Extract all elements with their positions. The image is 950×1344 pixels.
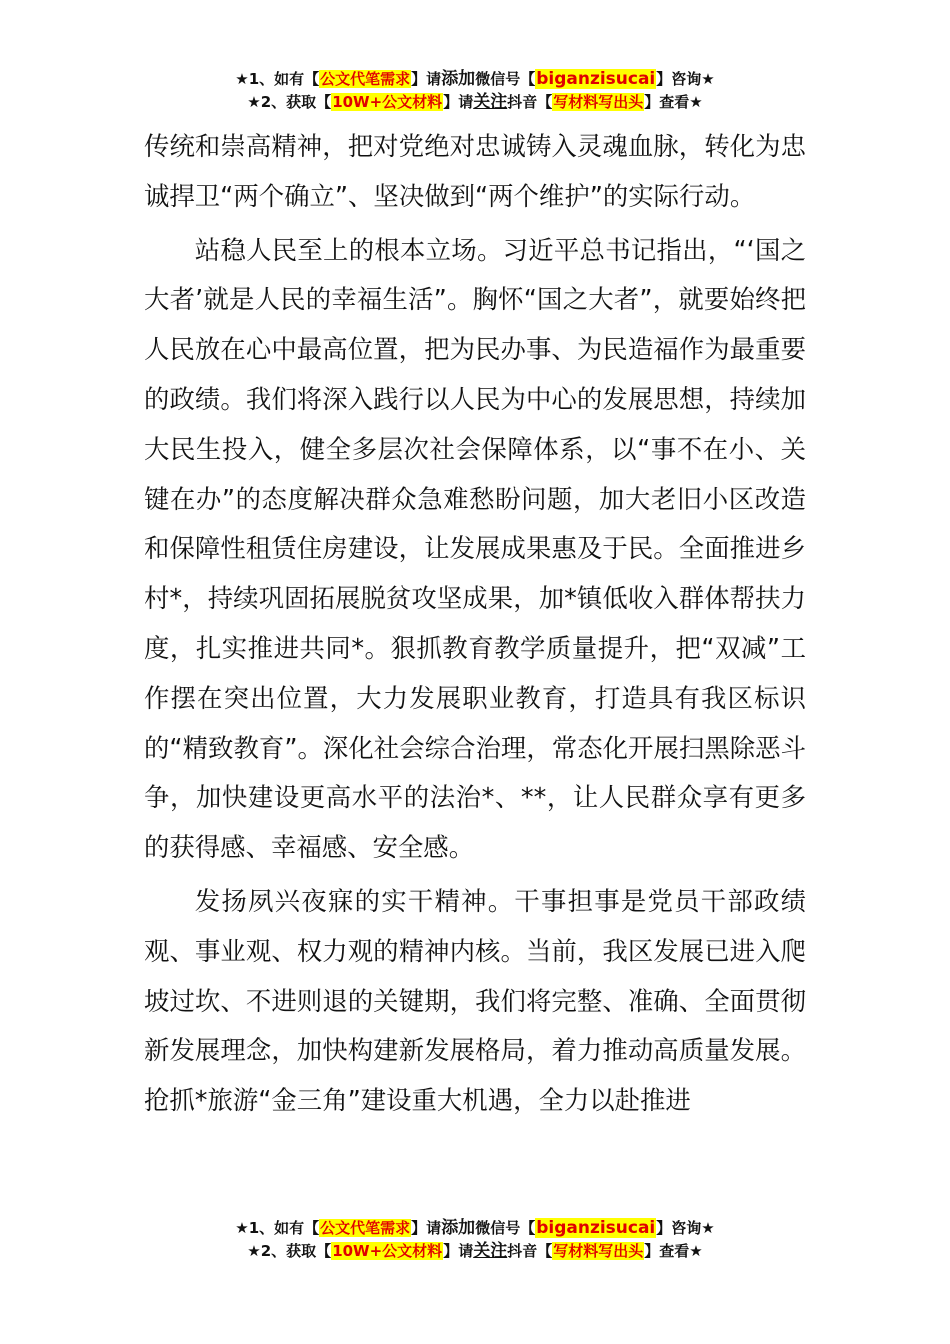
- banner-emphasis: 添加: [441, 1218, 476, 1238]
- banner-text: 】请: [443, 1242, 474, 1260]
- footer-banner: [0, 1217, 950, 1263]
- banner-line-2: [0, 91, 950, 114]
- paragraph-people-first: 站稳人民至上的根本立场。习近平总书记指出，“‘国之大者’就是人民的幸福生活”。胸怀“国之大者”，就要始终把人民放在心中最高位置，把为民办事、为民造福作为最重要的政绩。我们将深入践行以人民为中心的发展思想，持续加大民生投入，健全多层次社会保障体系，以“事不在小、关键在办”的态度解决群众急难愁盼问题，加大老旧小区改造和保障性租赁住房建设，让发展成果惠及于民。全面推进乡村*，持续巩固拓展脱贫攻坚成果，加*镇低收入群体帮扶力度，扎实推进共同*。狠抓教育教学质量提升，把“双减”工作摆在突出位置，大力发展职业教育，打造具有我区标识的“精致教育”。深化社会综合治理，常态化开展扫黑除恶斗争，加快建设更高水平的法治*、**，让人民群众享有更多的获得感、幸福感、安全感。: [144, 234, 806, 863]
- banner-text: 】请: [411, 1219, 442, 1237]
- banner-line-1: [0, 68, 950, 91]
- paragraph-continuation: 传统和崇高精神，把对党绝对忠诚铸入灵魂血脉，转化为忠诚捍卫“两个确立”、坚决做到“两个维护”的实际行动。: [144, 131, 806, 211]
- banner-text: 】请: [443, 93, 474, 111]
- banner-line-1: [0, 1217, 950, 1240]
- wechat-id-highlight: biganzisucai: [536, 69, 656, 89]
- banner-highlight: 公文代笔需求: [320, 70, 411, 88]
- banner-text: ★2、获取【: [247, 93, 332, 111]
- banner-text: 】咨询★: [656, 1219, 715, 1237]
- banner-text: 微信号【: [475, 70, 536, 88]
- banner-text: 微信号【: [475, 1219, 536, 1237]
- douyin-highlight: 写材料写出头: [553, 93, 644, 111]
- banner-emphasis: 添加: [441, 69, 476, 89]
- banner-text: 抖音【: [507, 93, 553, 111]
- banner-emphasis: 关注: [473, 1241, 508, 1261]
- banner-text: 】查看★: [644, 93, 703, 111]
- document-body: [144, 122, 806, 1130]
- banner-text: ★1、如有【: [235, 70, 320, 88]
- banner-text: 】查看★: [644, 1242, 703, 1260]
- wechat-id-highlight: biganzisucai: [536, 1218, 656, 1238]
- header-banner: [0, 68, 950, 114]
- banner-highlight: 公文代笔需求: [320, 1219, 411, 1237]
- banner-text: 】请: [411, 70, 442, 88]
- banner-text: ★2、获取【: [247, 1242, 332, 1260]
- banner-emphasis: 关注: [473, 92, 508, 112]
- paragraph-hard-work: 发扬夙兴夜寐的实干精神。干事担事是党员干部政绩观、事业观、权力观的精神内核。当前，我区发展已进入爬坡过坎、不进则退的关键期，我们将完整、准确、全面贯彻新发展理念，加快构建新发展格局，着力推动高质量发展。抢抓*旅游“金三角”建设重大机遇，全力以赴推进: [144, 885, 806, 1116]
- banner-text: 抖音【: [507, 1242, 553, 1260]
- banner-text: 】咨询★: [656, 70, 715, 88]
- banner-line-2: [0, 1240, 950, 1263]
- banner-highlight: 10W+公文材料: [332, 1242, 443, 1260]
- douyin-highlight: 写材料写出头: [553, 1242, 644, 1260]
- banner-highlight: 10W+公文材料: [332, 93, 443, 111]
- banner-text: ★1、如有【: [235, 1219, 320, 1237]
